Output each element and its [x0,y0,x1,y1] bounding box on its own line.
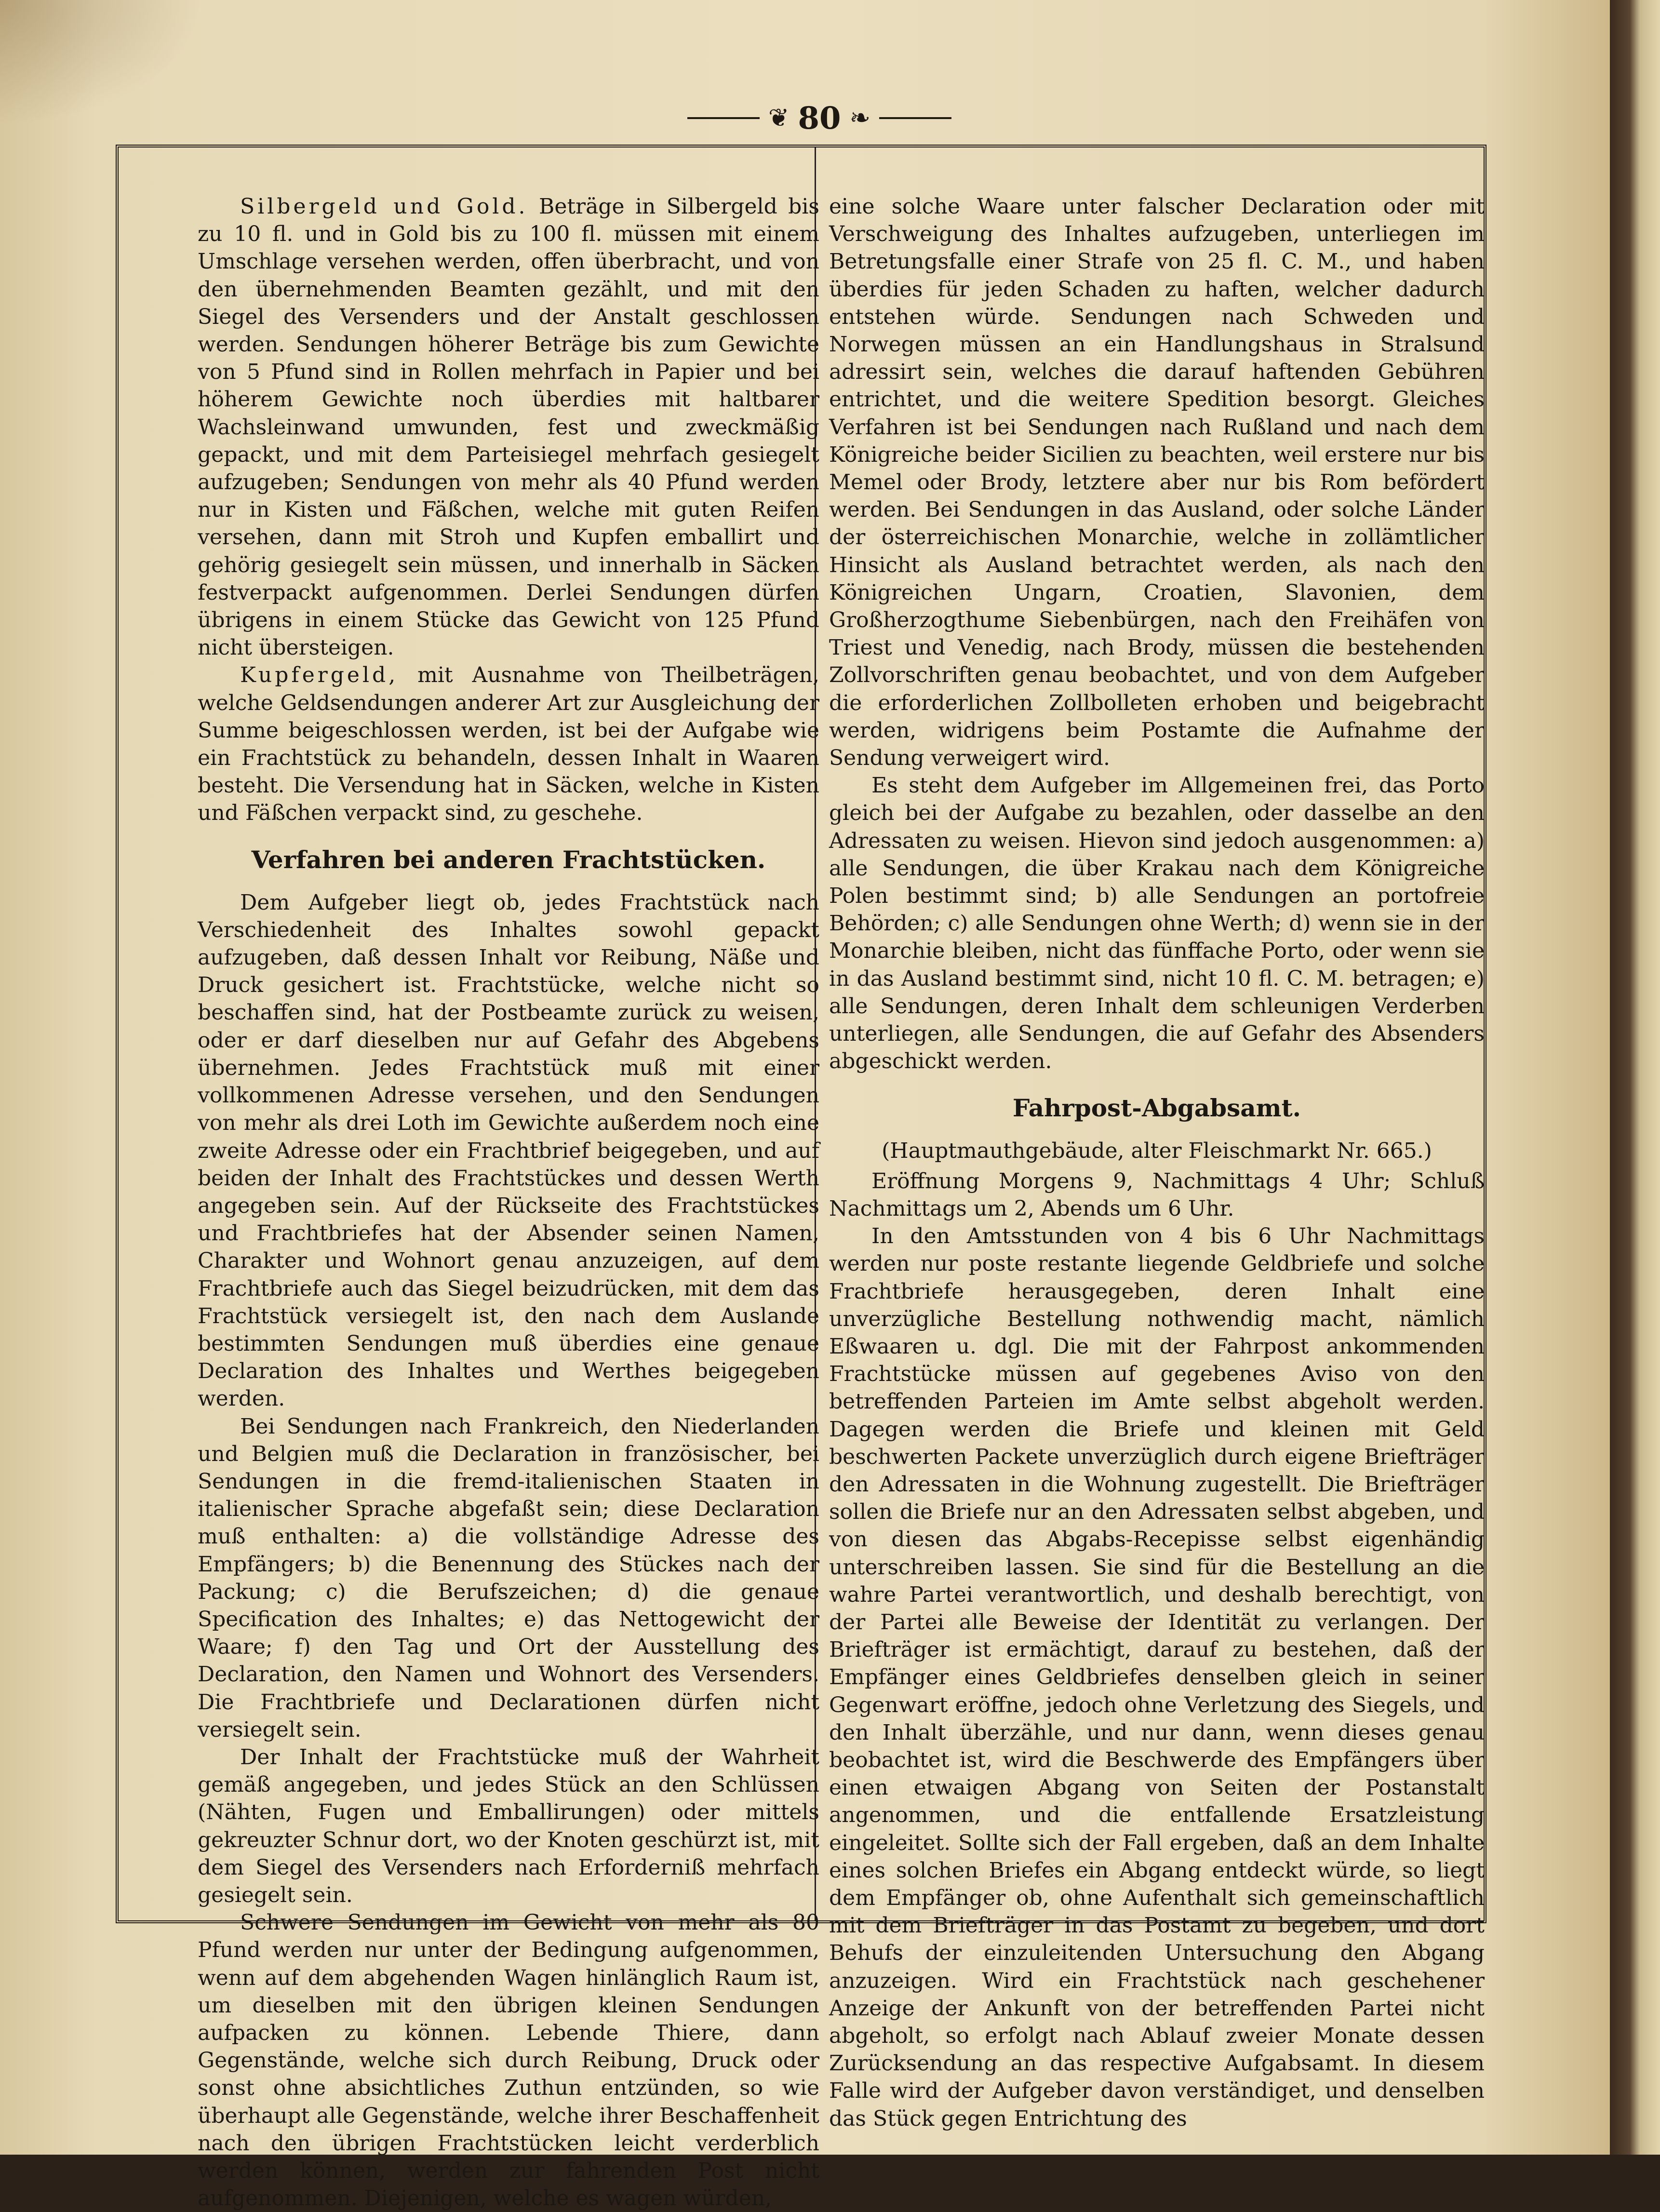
left-column [198,193,819,2211]
binding-edge [1610,0,1660,2155]
paragraph-text: mit Ausnahme von Theilbeträgen, welche Geldsendungen anderer Art zur Ausgleichung der Summe beigeschlossen werden, ist bei der Aufgabe wie ein Frachtstück zu behandeln, dessen Inhalt in Waaren besteht. Die Versendung hat in Säcken, welche in Kisten und Fäßchen verpackt sind, zu geschehe. [198,663,819,826]
page-header [675,96,964,140]
paragraph: Eröffnung Morgens 9, Nachmittags 4 Uhr; Schluß Nachmittags um 2, Abends um 6 Uhr. [829,1168,1485,1221]
ornament-left-icon: ❦ [768,104,790,133]
section-subheading: (Hauptmauthgebäude, alter Fleischmarkt Nr. 665.) [882,1138,1432,1163]
paragraph: Bei Sendungen nach Frankreich, den Niederlanden und Belgien muß die Declaration in französischer, bei Sendungen in die fremd-italienischen Staaten in italienischer Sprache abgefaßt sein; diese Declaration muß enthalten: a) die vollständige Adresse des Empfängers; b) die Benennung des Stückes nach der Packung; c) die Berufszeichen; d) die genaue Specification des Inhaltes; e) das Nettogewicht der Waare; f) den Tag und Ort der Ausstellung des Declaration, den Namen und Wohnort des Versenders. Die Frachtbriefe und Declarationen dürfen nicht versiegelt sein. [198,1414,819,1742]
paragraph-silbergeld [198,193,819,661]
right-column [829,193,1485,2131]
paper-stain [0,0,202,125]
paragraph-kupfergeld [198,661,819,827]
ornament-rule-right [879,117,951,119]
paragraph: In den Amtsstunden von 4 bis 6 Uhr Nachmittags werden nur poste restante liegende Geldbriefe und solche Frachtbriefe herausgegeben, deren Inhalt eine unverzügliche Bestellung nothwendig macht, nämlich Eßwaaren u. dgl. Die mit der Fahrpost ankommenden Frachtstücke müssen auf gegebenes Aviso von den betreffenden Parteien im Amte selbst abgeholt werden. Dagegen werden die Briefe und kleinen mit Geld beschwerten Packete unverzüglich durch eigene Briefträger den Adressaten in die Wohnung zugestellt. Die Briefträger sollen die Briefe nur an den Adressaten selbst abgeben, und von diesen das Abgabs-Recepisse selbst eigenhändig unterschreiben lassen. Sie sind für die Bestellung an die wahre Partei verantwortlich, und deshalb berechtigt, von der Partei alle Beweise der Identität zu verlangen. Der Briefträger ist ermächtigt, darauf zu bestehen, daß der Empfänger eines Geldbriefes denselben gleich in seiner Gegenwart eröffne, jedoch ohne Verletzung des Siegels, und den Inhalt überzähle, und nur dann, wenn dieses genau beobachtet ist, wird die Beschwerde des Empfängers über einen etwaigen Abgang von Seiten der Postanstalt angenommen, und die entfallende Ersatzleistung eingeleitet. Sollte sich der Fall ergeben, daß an dem Inhalte eines solchen Briefes ein Abgang entdeckt würde, so liegt dem Empfänger ob, ohne Aufenthalt sich gemeinschaftlich mit dem Briefträger in das Postamt zu begeben, und dort Behufs der einzuleitenden Untersuchung den Abgang anzuzeigen. Wird ein Frachtstück nach geschehener Anzeige der Ankunft von der betreffenden Partei nicht abgeholt, so erfolgt nach Ablauf zweier Monate dessen Zurücksendung an das respective Aufgabsamt. In diesem Falle wird der Aufgeber davon verständiget, und denselben das Stück gegen Entrichtung des [829,1224,1485,2131]
paragraph: Schwere Sendungen im Gewicht von mehr als 80 Pfund werden nur unter der Bedingung aufgenommen, wenn auf dem abgehenden Wagen hinlänglich Raum ist, um dieselben mit den übrigen kleinen Sendungen aufpacken zu können. Lebende Thiere, dann Gegenstände, welche sich durch Reibung, Druck oder sonst ohne absichtliches Zuthun entzünden, so wie überhaupt alle Gegenstände, welche ihrer Beschaffenheit nach den übrigen Frachtstücken leicht verderblich werden können, werden zur fahrenden Post nicht aufgenommen. Diejenigen, welche es wagen würden, [198,1910,819,2211]
lead-term: Kupfergeld, [240,663,399,688]
lead-term: Silbergeld und Gold. [240,194,528,219]
ornament-right-icon: ❧ [849,104,871,133]
paragraph: Dem Aufgeber liegt ob, jedes Frachtstück nach Verschiedenheit des Inhaltes sowohl gepackt aufzugeben, daß dessen Inhalt vor Reibung, Näße und Druck gesichert ist. Frachtstücke, welche nicht so beschaffen sind, hat der Postbeamte zurück zu weisen, oder er darf dieselben nur auf Gefahr des Abgebens übernehmen. Jedes Frachtstück muß mit einer vollkommenen Adresse versehen, und den Sendungen von mehr als drei Loth im Gewichte außerdem noch eine zweite Adresse oder ein Frachtbrief beigegeben, und auf beiden der Inhalt des Frachtstückes und dessen Werth angegeben sein. Auf der Rückseite des Frachtstückes und Frachtbriefes hat der Absender seinen Namen, Charakter und Wohnort genau anzuzeigen, auf dem Frachtbriefe auch das Siegel beizudrücken, mit dem das Frachtstück versiegelt ist, den nach dem Auslande bestimmten Sendungen muß überdies eine genaue Declaration des Inhaltes und Werthes beigegeben werden. [198,890,819,1411]
paragraph-text: Beträge in Silbergeld bis zu 10 fl. und in Gold bis zu 100 fl. müssen mit einem Umschlage versehen werden, offen überbracht, und von den übernehmenden Beamten gezählt, und mit den Siegel des Versenders und der Anstalt geschlossen werden. Sendungen höherer Beträge bis zum Gewichte von 5 Pfund sind in Rollen mehrfach in Papier und bei höherem Gewichte noch überdies mit haltbarer Wachsleinwand umwunden, fest und zweckmäßig gepackt, und mit dem Parteisiegel mehrfach gesiegelt aufzugeben; Sendungen von mehr als 40 Pfund werden nur in Kisten und Fäßchen, welche mit guten Reifen versehen, dann mit Stroh und Kupfen emballirt und gehörig gesiegelt sein müssen, und innerhalb in Säcken festverpackt aufgenommen. Derlei Sendungen dürfen übrigens in einem Stücke das Gewicht von 125 Pfund nicht übersteigen. [198,194,819,660]
section-heading-frachtstuecke: Verfahren bei anderen Frachtstücken. [251,845,766,874]
paragraph: Es steht dem Aufgeber im Allgemeinen frei, das Porto gleich bei der Aufgabe zu bezahlen, oder dasselbe an den Adressaten zu weisen. Hievon sind jedoch ausgenommen: a) alle Sendungen, die über Krakau nach dem Königreiche Polen bestimmt sind; b) alle Sendungen an portofreie Behörden; c) alle Sendungen ohne Werth; d) wenn sie in der Monarchie bleiben, nicht das fünffache Porto, oder wenn sie in das Ausland bestimmt sind, nicht 10 fl. C. M. betragen; e) alle Sendungen, deren Inhalt dem schleunigen Verderben unterliegen, alle Sendungen, die auf Gefahr des Absenders abgeschickt werden. [829,773,1485,1074]
paragraph: Der Inhalt der Frachtstücke muß der Wahrheit gemäß angegeben, und jedes Stück an den Schlüssen (Nähten, Fugen und Emballirungen) oder mittels gekreuzter Schnur dort, wo der Knoten geschürzt ist, mit dem Siegel des Versenders nach Erforderniß mehrfach gesiegelt sein. [198,1744,819,1907]
ornament-rule-left [687,117,760,119]
section-heading-abgabsamt: Fahrpost-Abgabsamt. [1012,1093,1301,1122]
page-number: 80 [798,100,841,136]
paragraph-continued: eine solche Waare unter falscher Declaration oder mit Verschweigung des Inhaltes aufzugeben, unterliegen im Betretungsfalle einer Strafe von 25 fl. C. M., und haben überdies für jeden Schaden zu haften, welcher dadurch entstehen würde. Sendungen nach Schweden und Norwegen müssen an ein Handlungshaus in Stralsund adressirt sein, welches die darauf haftenden Gebühren entrichtet, und die weitere Spedition besorgt. Gleiches Verfahren ist bei Sendungen nach Rußland und nach dem Königreiche beider Sicilien zu beachten, weil erstere nur bis Memel oder Brody, letztere aber nur bis Rom befördert werden. Bei Sendungen in das Ausland, oder solche Länder der österreichischen Monarchie, welche in zollämtlicher Hinsicht als Ausland betrachtet werden, als nach den Königreichen Ungarn, Croatien, Slavonien, dem Großherzogthume Siebenbürgen, nach den Freihäfen von Triest und Venedig, nach Brody, müssen die bestehenden Zollvorschriften genau beobachtet, und von dem Aufgeber die erforderlichen Zollbolleten erhoben und beigebracht werden, widrigens beim Postamte die Aufnahme der Sendung verweigert wird. [829,194,1485,771]
